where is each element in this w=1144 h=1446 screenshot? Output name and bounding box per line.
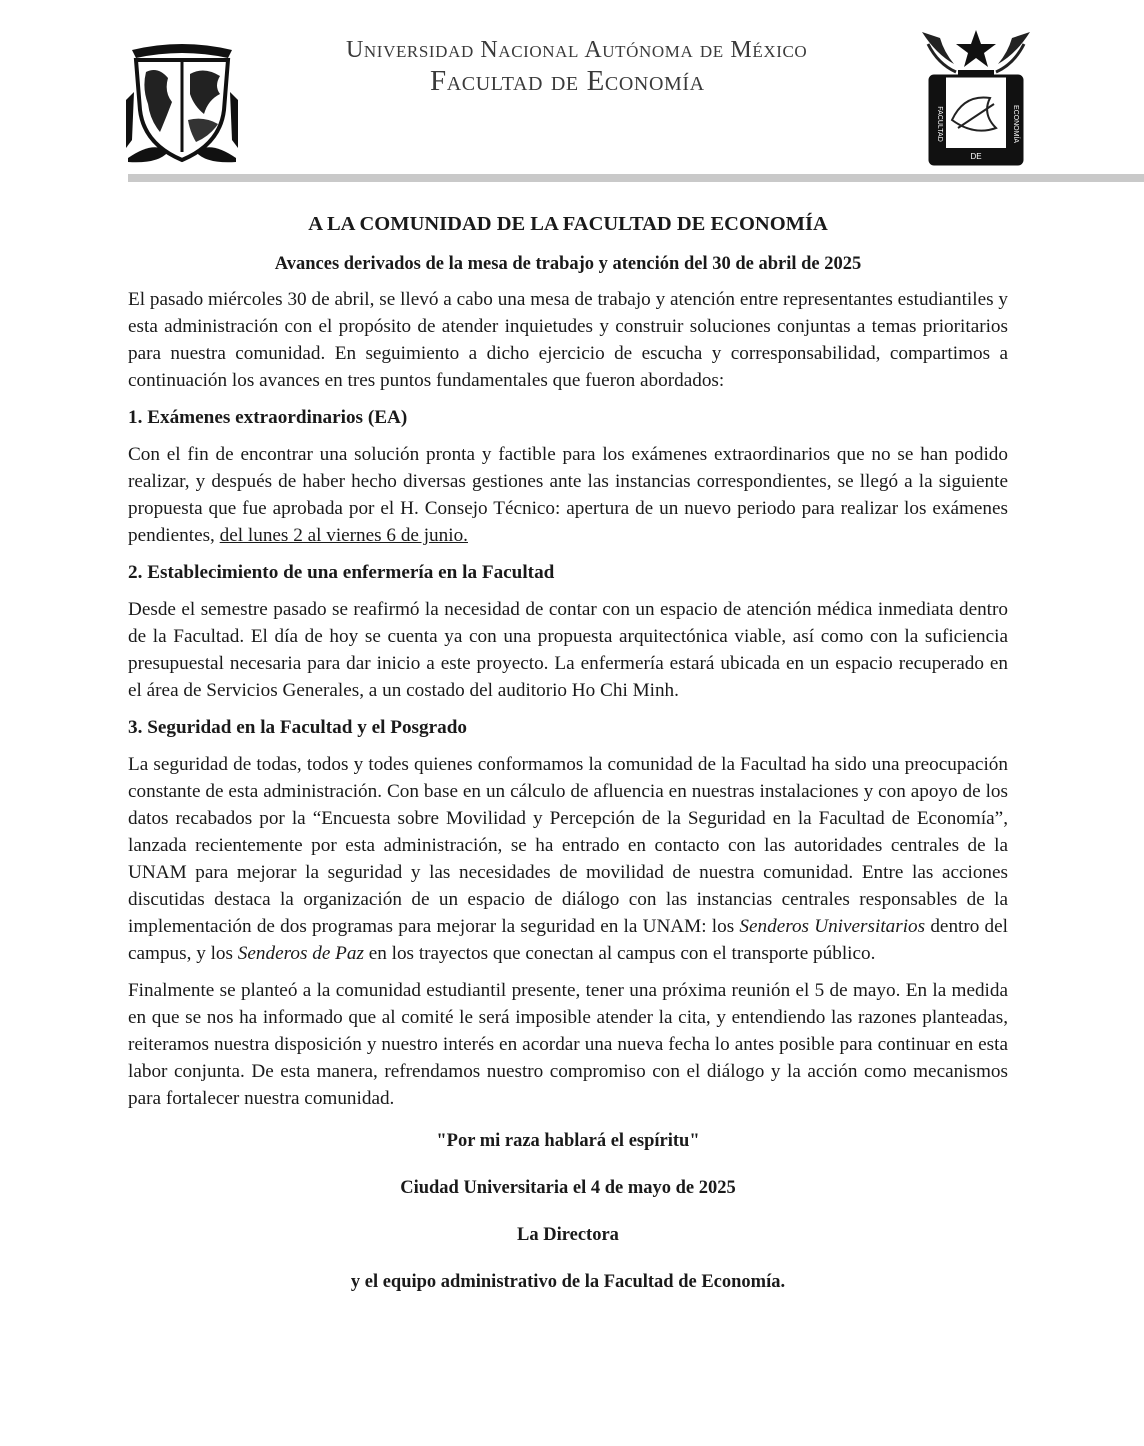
place-date: Ciudad Universitaria el 4 de mayo de 2025 [400, 1178, 736, 1198]
section-3-text-c: en los trayectos que conectan al campus con el transporte público. [368, 943, 876, 964]
faculty-name: Facultad de Economía [430, 65, 705, 97]
logo-text-facultad: FACULTAD [936, 106, 943, 142]
section-2-paragraph: Desde el semestre pasado se reafirmó la necesidad de contar con un espacio de atención médica inmediata dentro de la Facultad. El día de hoy se cuenta ya con una propuesta arquitectónica viable, así como con la suficiencia presupuestal necesaria para dar inicio a este proyecto. La enfermería estará ubicada en un espacio recuperado en el área de Servicios Generales, a un costado del auditorio Ho Chi Minh. [128, 599, 1008, 701]
document-title: A LA COMUNIDAD DE LA FACULTAD DE ECONOMÍA [308, 213, 828, 235]
facultad-de-economia-logo-icon [918, 24, 1034, 170]
section-1-heading: 1. Exámenes extraordinarios (EA) [128, 407, 408, 428]
document-subtitle: Avances derivados de la mesa de trabajo y atención del 30 de abril de 2025 [274, 254, 862, 274]
logo-text-de: DE [970, 152, 982, 161]
section-2-heading: 2. Establecimiento de una enfermería en la Facultad [128, 562, 555, 583]
section-3-paragraph [128, 751, 1008, 967]
header-divider [128, 174, 1144, 182]
section-1-dates: del lunes 2 al viernes 6 de junio. [219, 525, 468, 546]
intro-paragraph: El pasado miércoles 30 de abril, se llevó a cabo una mesa de trabajo y atención entre representantes estudiantiles y esta administración con el propósito de atender inquietudes y construir soluciones conjuntas a temas prioritarios para nuestra comunidad. En seguimiento a dicho ejercicio de escucha y corresponsabilidad, compartimos a continuación los avances en tres puntos fundamentales que fueron abordados: [128, 289, 1008, 391]
institution-name [346, 36, 866, 98]
section-3-text-a: La seguridad de todas, todos y todes quienes conformamos la comunidad de la Facultad ha sido una preocupación constante de esta administración. Con base en un cálculo de afluencia en nuestras instalaciones y con apoyo de los datos recabados por la “Encuesta sobre Movilidad y Percepción de la Seguridad en la Facultad de Economía”, lanzada recientemente por esta administración, se ha entrado en contacto con las autoridades centrales de la UNAM para mejorar la seguridad y las necesidades de movilidad de nuestra comunidad. Entre las acciones discutidas destaca la organización de un espacio de diálogo con las instancias centrales responsables de la implementación de dos programas para mejorar la seguridad en la UNAM: los [128, 754, 1008, 937]
section-1-text: Con el fin de encontrar una solución pronta y factible para los exámenes extraordinarios que no se han podido realizar, y después de haber hecho diversas gestiones ante las instancias correspondientes, se llegó a la siguiente propuesta que fue aprobada por el H. Consejo Técnico: apertura de un nuevo periodo para realizar los exámenes pendientes, [128, 444, 1008, 546]
section-1-paragraph [128, 441, 1008, 549]
motto: "Por mi raza hablará el espíritu" [436, 1131, 700, 1151]
document-body [128, 210, 1008, 1316]
section-3-text-b: dentro del campus, y los [128, 916, 1009, 964]
unam-coat-of-arms-icon [124, 40, 240, 166]
logo-text-economia: ECONOMÍA [1012, 104, 1019, 144]
program-senderos-de-paz: Senderos de Paz [237, 943, 364, 964]
letterhead [0, 0, 1144, 190]
program-senderos-universitarios: Senderos Universitarios [739, 916, 926, 937]
university-name: Universidad Nacional Autónoma de México [346, 37, 808, 63]
final-paragraph: Finalmente se planteó a la comunidad estudiantil presente, tener una próxima reunión el 5 de mayo. En la medida en que se nos ha informado que al comité le será imposible atender la cita, y entendiendo las razones planteadas, reiteramos nuestra disposición y nuestro interés en acordar una nueva fecha lo antes posible para continuar en esta labor conjunta. De esta manera, refrendamos nuestro compromiso con el diálogo y la acción como mecanismos para fortalecer nuestra comunidad. [128, 980, 1008, 1109]
signer: La Directora [517, 1225, 619, 1245]
section-3-heading: 3. Seguridad en la Facultad y el Posgrado [128, 717, 467, 738]
signer-team: y el equipo administrativo de la Facultad de Economía. [350, 1272, 786, 1292]
